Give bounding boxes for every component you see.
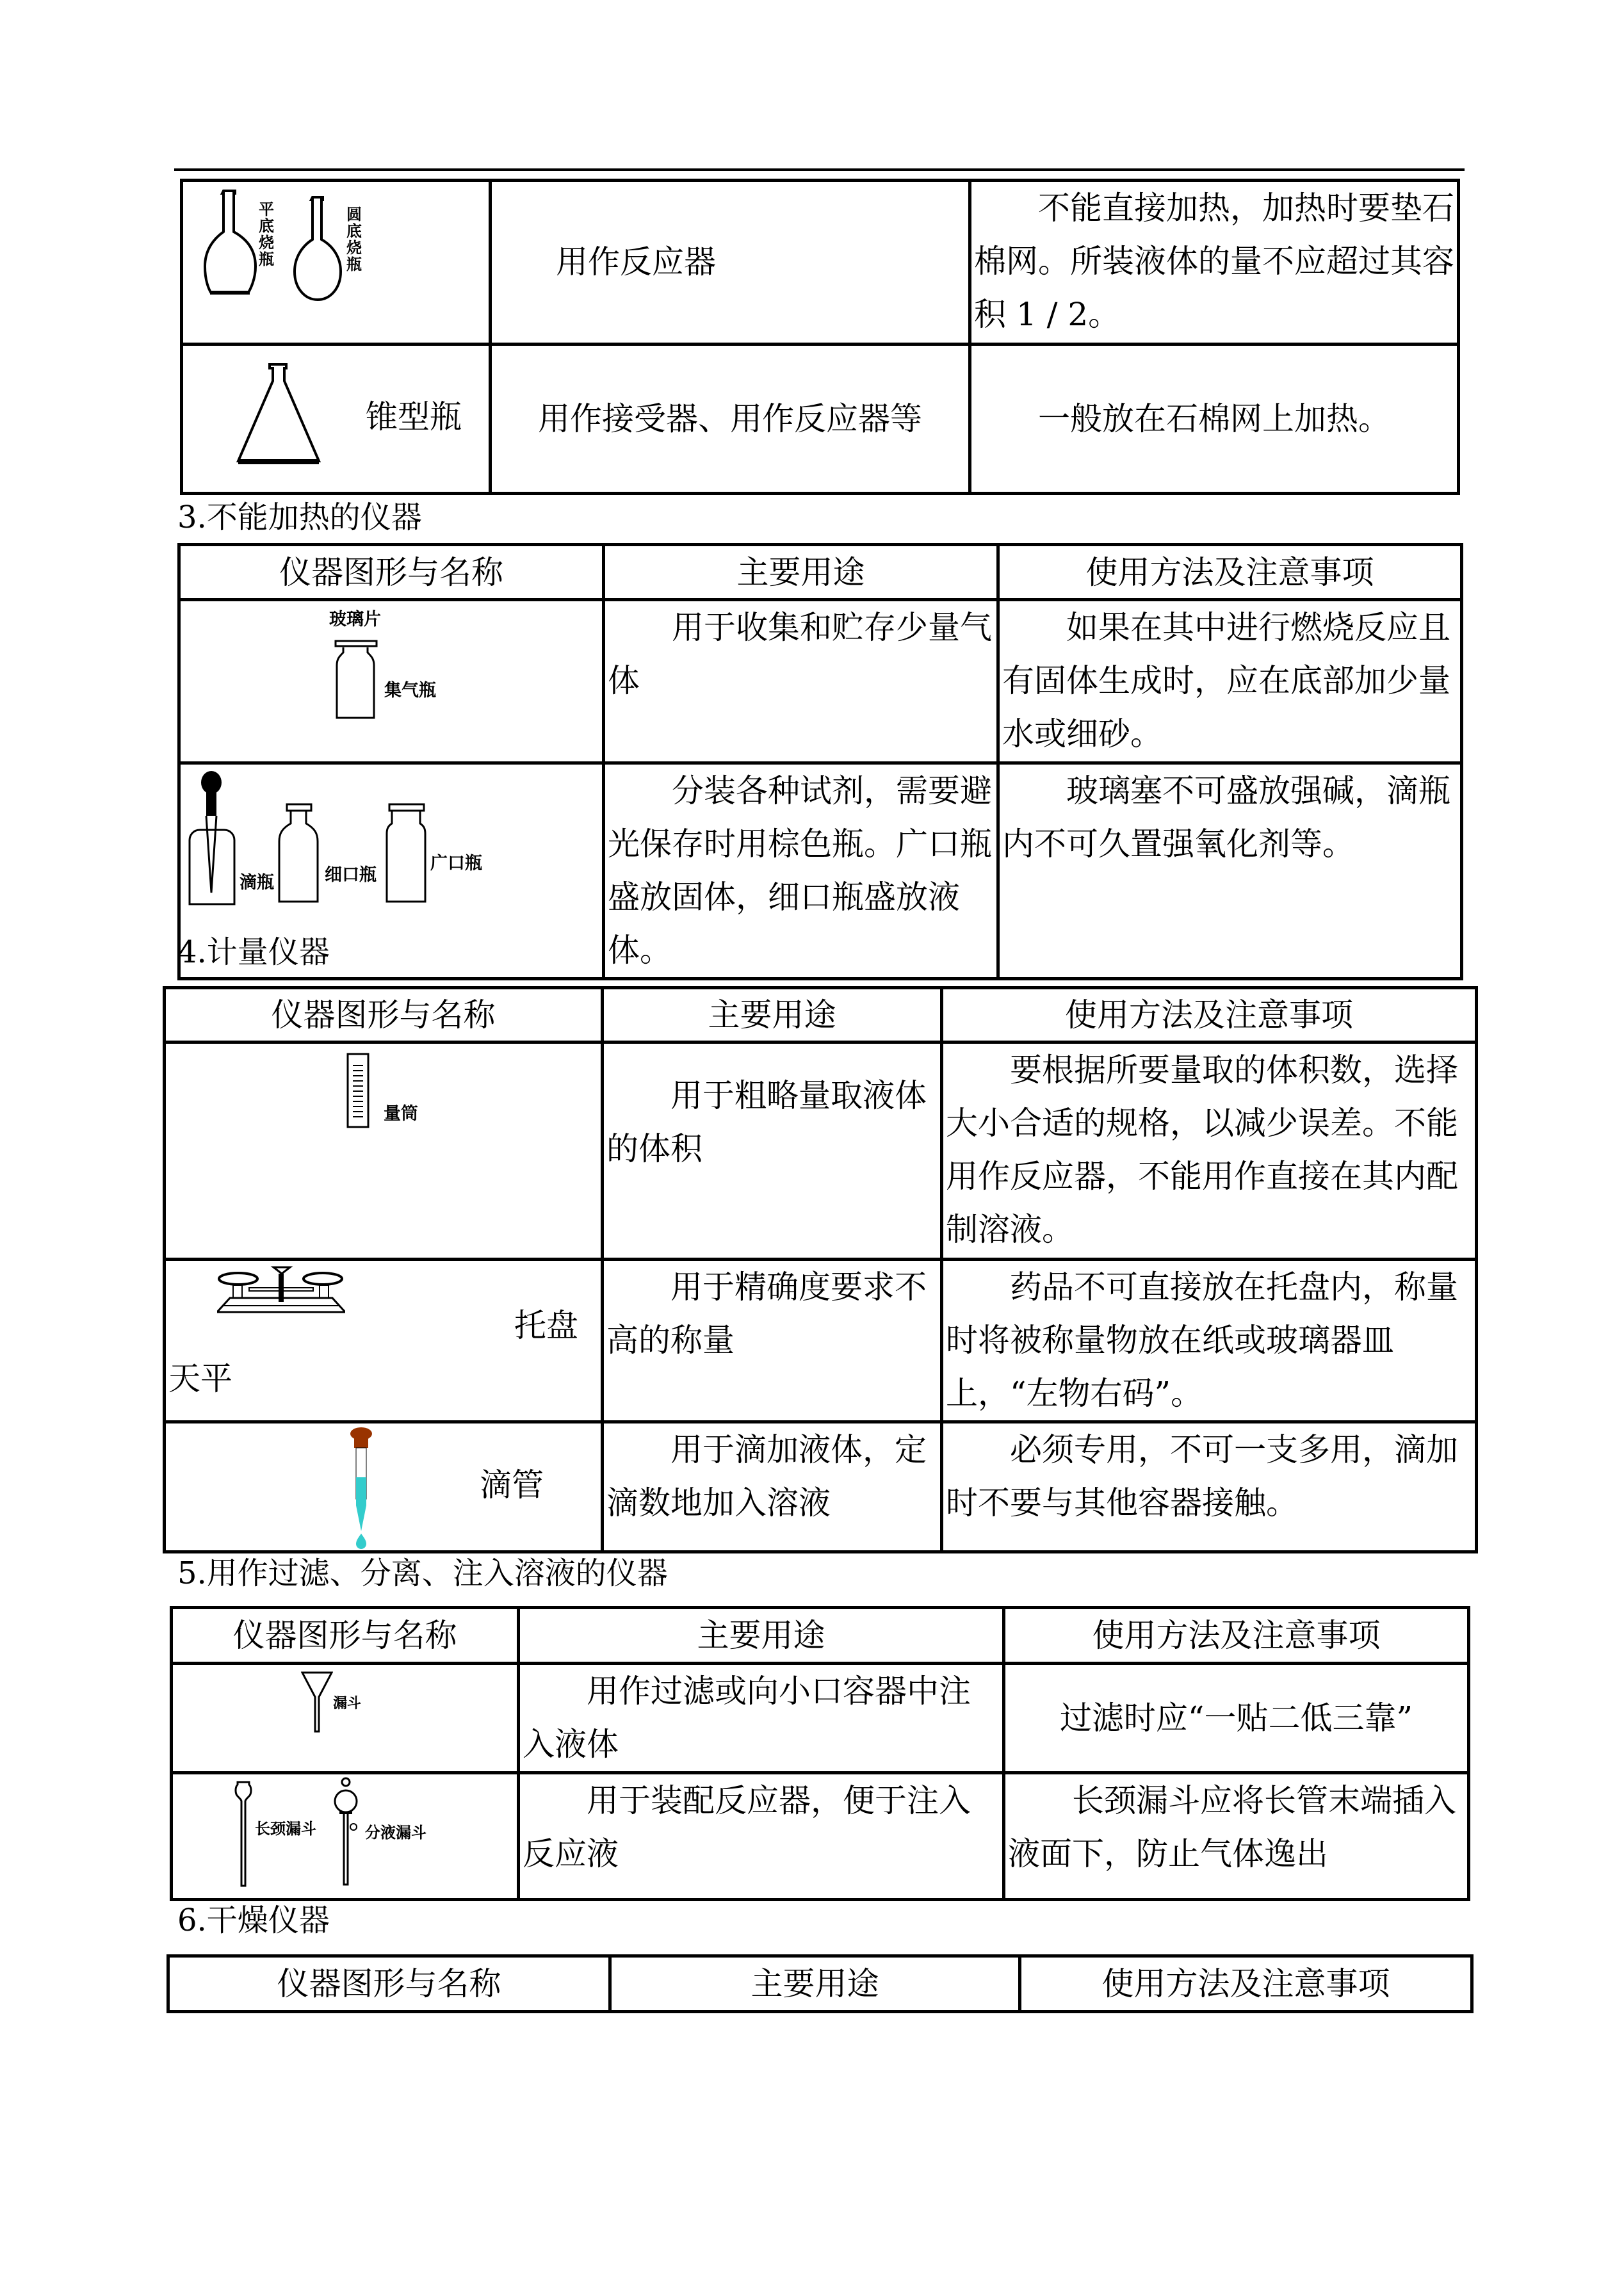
use-cell: 用作接受器、用作反应器等 <box>491 345 970 494</box>
use-cell: 用于收集和贮存少量气体 <box>604 600 998 763</box>
cylinder-label: 量筒 <box>384 1104 418 1124</box>
section-title-4: 4.计量仪器 <box>177 934 330 970</box>
header-rule <box>174 168 1465 171</box>
table-row <box>165 1260 1477 1422</box>
notes-cell: 不能直接加热，加热时要垫石棉网。所装液体的量不应超过其容积 1 / 2。 <box>970 181 1459 345</box>
use-cell: 用作过滤或向小口容器中注入液体 <box>519 1664 1004 1773</box>
round-bottom-flask-label: 圆底烧瓶 <box>346 206 362 273</box>
long-funnel-image-cell <box>172 1773 519 1900</box>
gas-jar-icon <box>334 640 379 723</box>
long-neck-funnel-label: 长颈漏斗 <box>255 1820 316 1838</box>
notes-cell: 过滤时应“一贴二低三靠” <box>1004 1664 1469 1773</box>
table-header-row <box>172 1608 1469 1664</box>
header-col2: 主要用途 <box>519 1608 1004 1664</box>
use-cell: 用于精确度要求不高的称量 <box>603 1260 942 1422</box>
table-row <box>182 181 1459 345</box>
table-measuring <box>163 986 1478 1553</box>
gas-jar-image-cell <box>179 600 604 763</box>
table-row <box>165 1042 1477 1260</box>
table-row <box>172 1773 1469 1900</box>
header-col1: 仪器图形与名称 <box>179 545 604 600</box>
erlenmeyer-label: 锥型瓶 <box>366 398 462 435</box>
table-header-row <box>168 1956 1472 2012</box>
dropper-label: 滴管 <box>480 1466 544 1504</box>
flask-image-cell <box>182 181 491 345</box>
table-filtering <box>170 1606 1470 1901</box>
balance-label: 托盘天平 <box>168 1307 578 1397</box>
table-drying <box>166 1954 1474 2013</box>
table-row <box>172 1664 1469 1773</box>
table-heated-vessels <box>180 179 1460 495</box>
narrow-mouth-bottle-icon <box>277 803 321 905</box>
header-col3: 使用方法及注意事项 <box>998 545 1462 600</box>
narrow-mouth-bottle-label: 细口瓶 <box>325 865 377 885</box>
graduated-cylinder-icon <box>345 1053 371 1130</box>
notes-cell: 长颈漏斗应将长管末端插入液面下，防止气体逸出 <box>1004 1773 1469 1900</box>
header-col3: 使用方法及注意事项 <box>1020 1956 1472 2012</box>
separatory-funnel-label: 分液漏斗 <box>365 1824 426 1842</box>
header-col1: 仪器图形与名称 <box>168 1956 610 2012</box>
erlenmeyer-flask-icon <box>234 362 324 467</box>
header-col1: 仪器图形与名称 <box>165 988 603 1042</box>
funnel-icon <box>301 1671 333 1733</box>
table-row <box>179 763 1462 979</box>
long-neck-funnel-icon <box>234 1780 253 1888</box>
flat-bottom-flask-icon <box>202 190 260 298</box>
gas-jar-label: 集气瓶 <box>384 681 436 701</box>
table-header-row <box>165 988 1477 1042</box>
separatory-funnel-icon <box>333 1777 361 1886</box>
balance-image-cell <box>165 1260 603 1422</box>
use-cell: 用于装配反应器，便于注入反应液 <box>519 1773 1004 1900</box>
funnel-image-cell <box>172 1664 519 1773</box>
dropper-bottle-label: 滴瓶 <box>240 873 274 893</box>
section-title-6: 6.干燥仪器 <box>177 1902 330 1938</box>
wide-mouth-bottle-label: 广口瓶 <box>430 854 482 873</box>
section-title-3: 3.不能加热的仪器 <box>177 499 422 535</box>
funnel-label: 漏斗 <box>333 1696 362 1712</box>
table-row <box>182 345 1459 494</box>
table-row <box>179 600 1462 763</box>
notes-cell: 一般放在石棉网上加热。 <box>970 345 1459 494</box>
cylinder-image-cell <box>165 1042 603 1260</box>
use-cell: 用作反应器 <box>491 181 970 345</box>
notes-cell: 玻璃塞不可盛放强碱，滴瓶内不可久置强氧化剂等。 <box>998 763 1462 979</box>
header-col1: 仪器图形与名称 <box>172 1608 519 1664</box>
table-row <box>165 1422 1477 1552</box>
use-cell: 用于滴加液体，定滴数地加入溶液 <box>603 1422 942 1552</box>
use-cell: 分装各种试剂，需要避光保存时用棕色瓶。广口瓶盛放固体，细口瓶盛放液体。 <box>604 763 998 979</box>
notes-cell: 如果在其中进行燃烧反应且有固体生成时，应在底部加少量水或细砂。 <box>998 600 1462 763</box>
header-col2: 主要用途 <box>610 1956 1020 2012</box>
flat-bottom-flask-label: 平底烧瓶 <box>259 200 274 268</box>
erlenmeyer-image-cell <box>182 345 491 494</box>
header-col3: 使用方法及注意事项 <box>1004 1608 1469 1664</box>
dropper-image-cell <box>165 1422 603 1552</box>
use-cell: 用于粗略量取液体的体积 <box>603 1042 942 1260</box>
table-non-heatable <box>177 543 1463 980</box>
table-header-row <box>179 545 1462 600</box>
dropper-bottle-icon <box>187 770 238 911</box>
header-col2: 主要用途 <box>604 545 998 600</box>
notes-cell: 必须专用，不可一支多用，滴加时不要与其他容器接触。 <box>942 1422 1477 1552</box>
glass-slide-label: 玻璃片 <box>329 610 381 629</box>
notes-cell: 要根据所要量取的体积数，选择大小合适的规格，以减少误差。不能用作反应器，不能用作直接在其内配制溶液。 <box>942 1042 1477 1260</box>
wide-mouth-bottle-icon <box>384 803 429 905</box>
notes-cell: 药品不可直接放在托盘内，称量时将被称量物放在纸或玻璃器皿上，“左物右码”。 <box>942 1260 1477 1422</box>
header-col2: 主要用途 <box>603 988 942 1042</box>
dropper-icon <box>348 1426 374 1552</box>
platform-balance-icon <box>217 1266 345 1315</box>
round-bottom-flask-icon <box>292 195 343 304</box>
header-col3: 使用方法及注意事项 <box>942 988 1477 1042</box>
section-title-5: 5.用作过滤、分离、注入溶液的仪器 <box>177 1555 668 1591</box>
